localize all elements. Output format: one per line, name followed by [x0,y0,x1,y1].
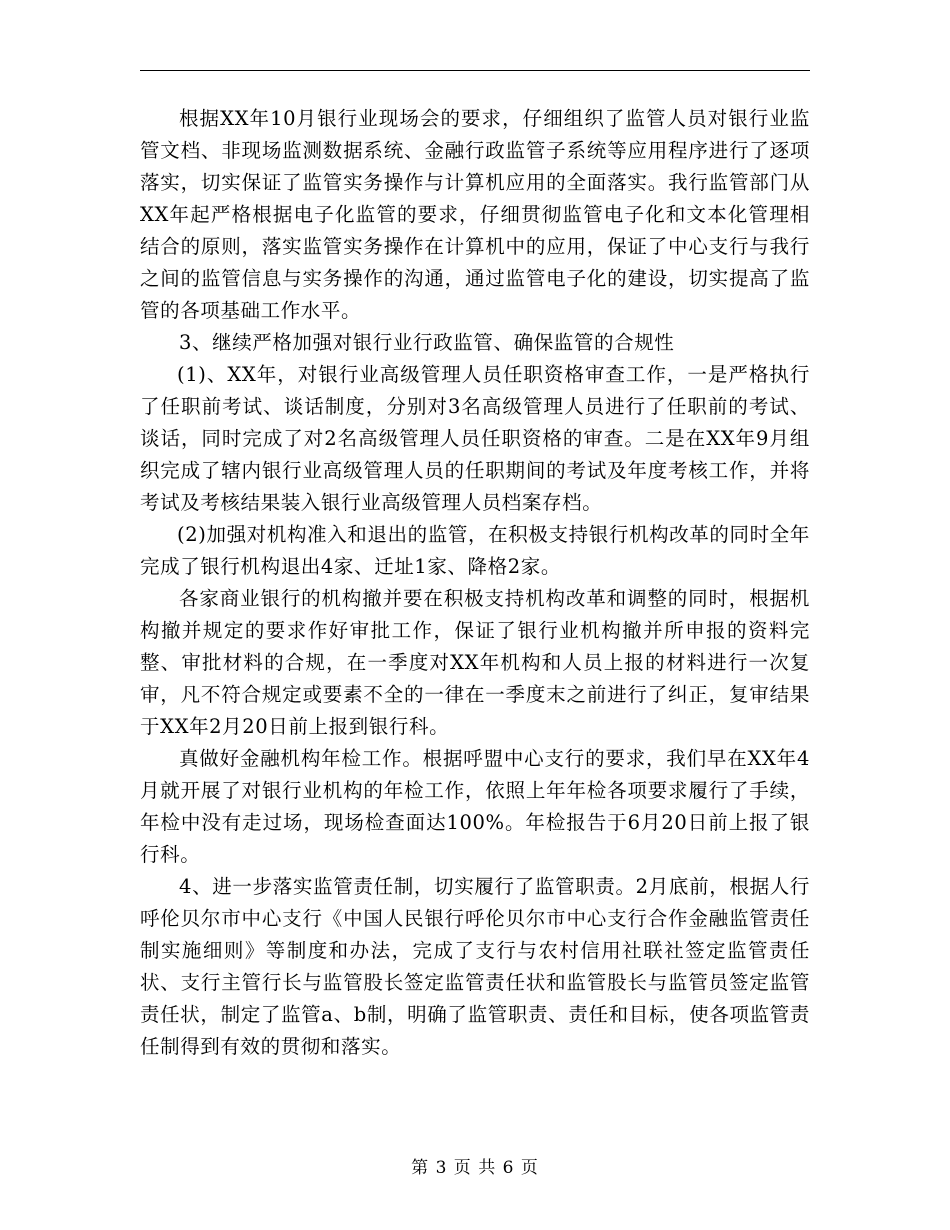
paragraph-market-entry-exit: (2)加强对机构准入和退出的监管，在积极支持银行机构改革的同时全年完成了银行机构退出4家、迁址1家、降格2家。 [140,523,810,578]
paragraph-branch-consolidation: 各家商业银行的机构撤并要在积极支持机构改革和调整的同时，根据机构撤并规定的要求作好审批工作，保证了银行业机构撤并所申报的资料完整、审批材料的合规，在一季度对XX年机构和人员上报的材料进行一次复审，凡不符合规定或要素不全的一律在一季度末之前进行了纠正，复审结果于XX年2月20日前上报到银行科。 [140,587,810,738]
paragraph-annual-inspection: 真做好金融机构年检工作。根据呼盟中心支行的要求，我们早在XX年4月就开展了对银行业机构的年检工作，依照上年年检各项要求履行了手续，年检中没有走过场，现场检查面达100%。年检报告于6月20日前上报了银行科。 [140,747,810,866]
heading-administrative-supervision: 3、继续严格加强对银行业行政监管、确保监管的合规性 [179,331,675,354]
paragraph-responsibility-system: 4、进一步落实监管责任制，切实履行了监管职责。2月底前，根据人行呼伦贝尔市中心支行《中国人民银行呼伦贝尔市中心支行合作金融监管责任制实施细则》等制度和办法，完成了支行与农村信用社联社签定监管责任状、支行主管行长与监管股长签定监管责任状和监管股长与监管员签定监管责任状，制定了监管a、b制，明确了监管职责、责任和目标，使各项监管责任制得到有效的贯彻和落实。 [140,875,810,1058]
header-rule [140,70,810,71]
paragraph-supervision-electronic: 根据XX年10月银行业现场会的要求，仔细组织了监管人员对银行业监管文档、非现场监测数据系统、金融行政监管子系统等应用程序进行了逐项落实，切实保证了监管实务操作与计算机应用的全面落实。我行监管部门从XX年起严格根据电子化监管的要求，仔细贯彻监管电子化和文本化管理相结合的原则，落实监管实务操作在计算机中的应用，保证了中心支行与我行之间的监管信息与实务操作的沟通，通过监管电子化的建设，切实提高了监管的各项基础工作水平。 [140,107,810,322]
page-number: 第 3 页 共 6 页 [411,1158,539,1178]
paragraph-qualification-review: (1)、XX年，对银行业高级管理人员任职资格审查工作，一是严格执行了任职前考试、谈话制度，分别对3名高级管理人员进行了任职前的考试、谈话，同时完成了对2名高级管理人员任职资格的审查。二是在XX年9月组织完成了辖内银行业高级管理人员的任职期间的考试及年度考核工作，并将考试及考核结果装入银行业高级管理人员档案存档。 [140,363,810,514]
document-body [140,103,810,1063]
